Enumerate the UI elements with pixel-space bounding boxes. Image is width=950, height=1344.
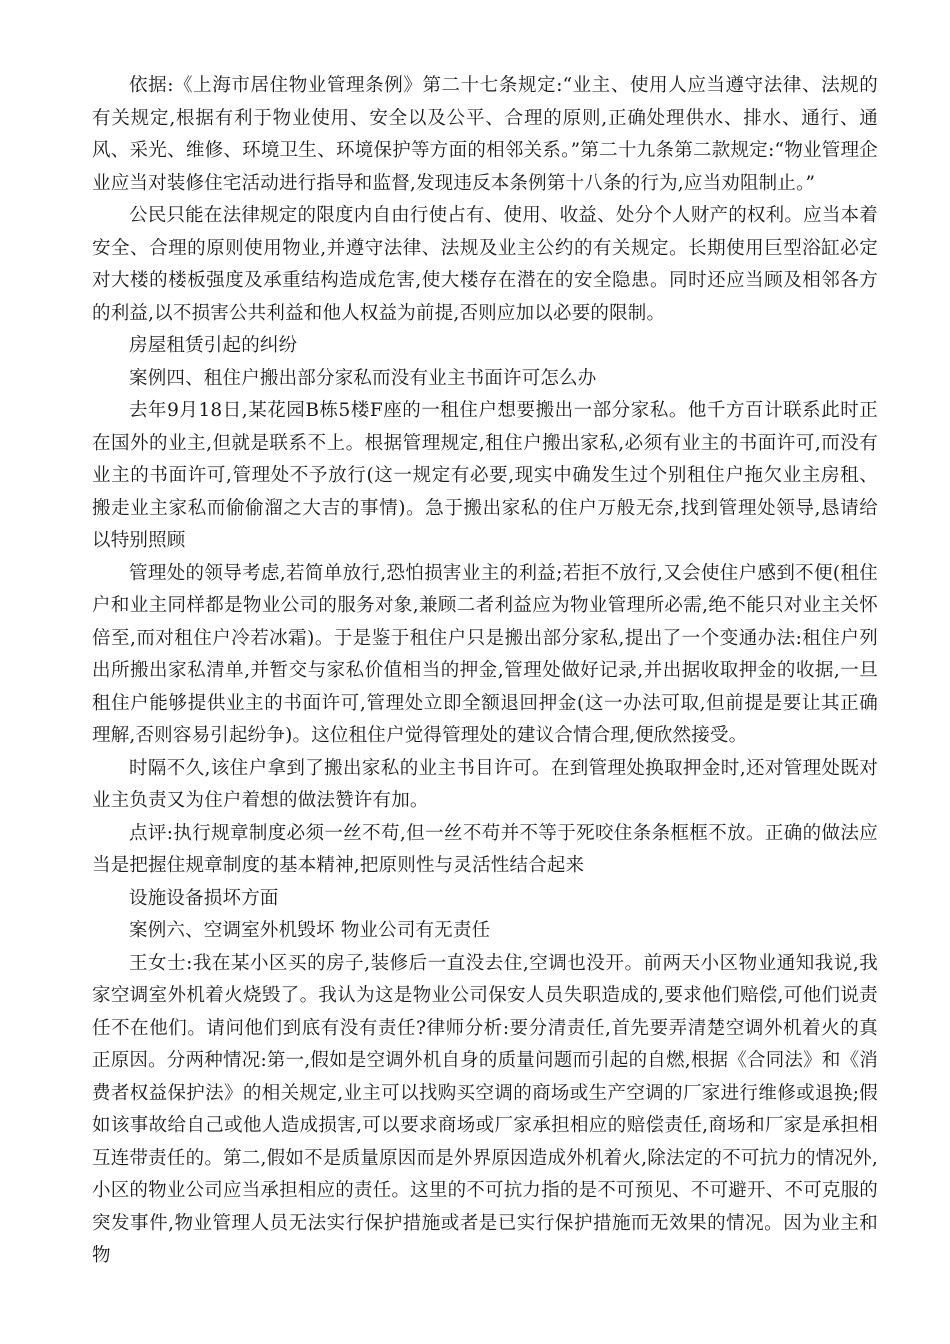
paragraph-case-six-analysis: 王女士:我在某小区买的房子,装修后一直没去住,空调也没开。前两天小区物业通知我说,我家空调室外机着火烧毁了。我认为这是物业公司保安人员失职造成的,要求他们赔偿,可他们说责任不在他们。请问他们到底有没有责任?律师分析:要分清责任,首先要弄清楚空调外机着火的真正原因。分两种情况:第一,假如是空调外机自身的质量问题而引起的自燃,根据《合同法》和《消费者权益保护法》的相关规定,业主可以找购买空调的商场或生产空调的厂家进行维修或退换;假如该事故给自己或他人造成损害,可以要求商场或厂家承担相应的赔偿责任,商场和厂家是承担相互连带责任的。第二,假如不是质量原因而是外界原因造成外机着火,除法定的不可抗力的情况外,小区的物业公司应当承担相应的责任。这里的不可抗力指的是不可预见、不可避开、不可克服的突发事件,物业管理人员无法实行保护措施或者是已实行保护措施而无效果的情况。因为业主和物 bbox=[92, 952, 878, 1266]
paragraph-legal-basis: 依据:《上海市居住物业管理条例》第二十七条规定:“业主、使用人应当遵守法律、法规的有关规定,根据有利于物业使用、安全以及公平、合理的原则,正确处理供水、排水、通行、通风、采光、维修、环境卫生、环境保护等方面的相邻关系。”第二十九条第二款规定:“物业管理企业应当对装修住宅活动进行指导和监督,发现违反本条例第十八条的行为,应当劝阻制止。” bbox=[92, 75, 878, 194]
document-body bbox=[92, 70, 878, 1273]
section-heading-rental-disputes: 房屋租赁引起的纠纷 bbox=[129, 335, 298, 356]
paragraph-property-rights: 公民只能在法律规定的限度内自由行使占有、使用、收益、处分个人财产的权利。应当本着安全、合理的原则使用物业,并遵守法律、法规及业主公约的有关规定。长期使用巨型浴缸必定对大楼的楼板强度及承重结构造成危害,使大楼存在潜在的安全隐患。同时还应当顾及相邻各方的利益,以不损害公共利益和他人权益为前提,否则应加以必要的限制。 bbox=[92, 205, 878, 324]
section-heading-facility-damage: 设施设备损坏方面 bbox=[129, 887, 279, 909]
paragraph-case-four-story: 去年9月18日,某花园B栋5楼F座的一租住户想要搬出一部分家私。他千方百计联系此时正在国外的业主,但就是联系不上。根据管理规定,租住户搬出家私,必须有业主的书面许可,而没有业主的书面许可,管理处不予放行(这一规定有必要,现实中确发生过个别租住户拖欠业主房租、搬走业主家私而偷偷溜之大吉的事情)。急于搬出家私的住户万般无奈,找到管理处领导,恳请给以特别照顾 bbox=[92, 400, 878, 551]
case-heading-six: 案例六、空调室外机毁坏 物业公司有无责任 bbox=[129, 920, 491, 941]
case-heading-four: 案例四、租住户搬出部分家私而没有业主书面许可怎么办 bbox=[129, 367, 597, 389]
paragraph-case-four-resolution: 管理处的领导考虑,若简单放行,恐怕损害业主的利益;若拒不放行,又会使住户感到不便(租住户和业主同样都是物业公司的服务对象,兼顾二者利益应为物业管理所必需,绝不能只对业主关怀倍至,而对租住户冷若冰霜)。于是鉴于租住户只是搬出部分家私,提出了一个变通办法:租住户列出所搬出家私清单,并暂交与家私价值相当的押金,管理处做好记录,并出据收取押金的收据,一旦租住户能够提供业主的书面许可,管理处立即全额退回押金(这一办法可取,但前提是要让其正确理解,否则容易引起纷争)。这位租住户觉得管理处的建议合情合理,便欣然接受。 bbox=[92, 562, 878, 746]
paragraph-case-four-outcome: 时隔不久,该住户拿到了搬出家私的业主书目许可。在到管理处换取押金时,还对管理处既对业主负责又为住户着想的做法赞许有加。 bbox=[92, 757, 878, 811]
paragraph-case-four-comment: 点评:执行规章制度必须一丝不苟,但一丝不苟并不等于死咬住条条框框不放。正确的做法应当是把握住规章制度的基本精神,把原则性与灵活性结合起来 bbox=[92, 822, 878, 876]
